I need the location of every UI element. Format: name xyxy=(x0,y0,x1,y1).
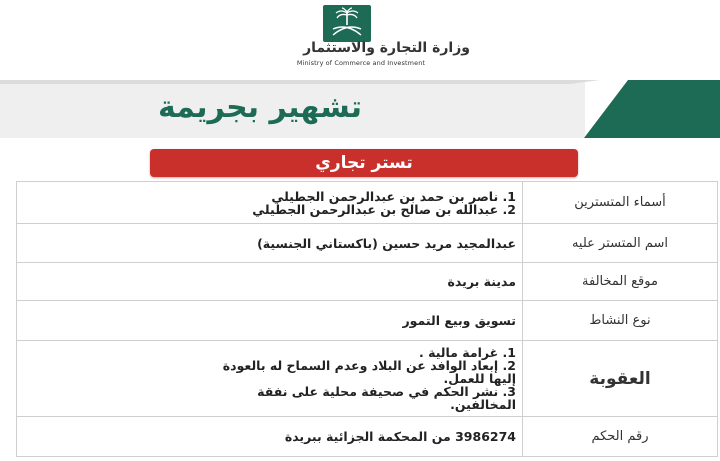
subtitle-text: تستر تجاري xyxy=(315,153,413,173)
value-line: 1. غرامة مالية . xyxy=(419,345,516,360)
row-label: رقم الحكم xyxy=(523,417,718,457)
value-line: 3986274 من المحكمة الجزائية ببريدة xyxy=(284,429,516,444)
row-value xyxy=(17,263,523,301)
row-label: نوع النشاط xyxy=(523,301,718,341)
table-row xyxy=(17,417,718,457)
row-label: موقع المخالفة xyxy=(523,263,718,301)
row-value xyxy=(17,182,523,224)
value-line: 2. إبعاد الوافد عن البلاد وعدم السماح له بالعودة xyxy=(222,358,516,373)
row-value xyxy=(17,417,523,457)
row-label: اسم المتستر عليه xyxy=(523,224,718,263)
ministry-name-english: Ministry of Commerce and Investment xyxy=(296,59,426,67)
value-line: تسويق وبيع التمور xyxy=(402,313,516,328)
table-row xyxy=(17,263,718,301)
table-row xyxy=(17,182,718,224)
value-line: 1. ناصر بن حمد بن عبدالرحمن الجطيلي xyxy=(271,188,516,204)
row-label: أسماء المتسترين xyxy=(523,182,718,224)
value-line: 3. نشر الحكم في صحيفة محلية على نفقة xyxy=(257,384,516,399)
banner-title: تشهير بجريمة xyxy=(157,90,363,125)
ministry-logo-header xyxy=(0,0,720,72)
row-value xyxy=(17,341,523,417)
value-line: إليها للعمل. xyxy=(443,371,516,386)
value-line: 2. عبدالله بن صالح بن عبدالرحمن الجطيلي xyxy=(252,201,516,217)
value-line: المخالفين. xyxy=(450,397,516,412)
row-value xyxy=(17,224,523,263)
value-line: عبدالمجيد مريد حسين (باكستاني الجنسية) xyxy=(257,235,516,251)
details-table xyxy=(16,181,718,457)
table-row xyxy=(17,341,718,417)
row-value xyxy=(17,301,523,341)
subtitle-bar xyxy=(150,149,578,177)
penalty-label: العقوبة xyxy=(589,368,651,389)
palm-swords-emblem-icon xyxy=(323,5,371,42)
row-label xyxy=(523,341,718,417)
ministry-name-arabic: وزارة التجارة والاستثمار xyxy=(303,40,470,56)
value-line: مدينة بريدة xyxy=(447,274,516,289)
table-row xyxy=(17,224,718,263)
table-row xyxy=(17,301,718,341)
